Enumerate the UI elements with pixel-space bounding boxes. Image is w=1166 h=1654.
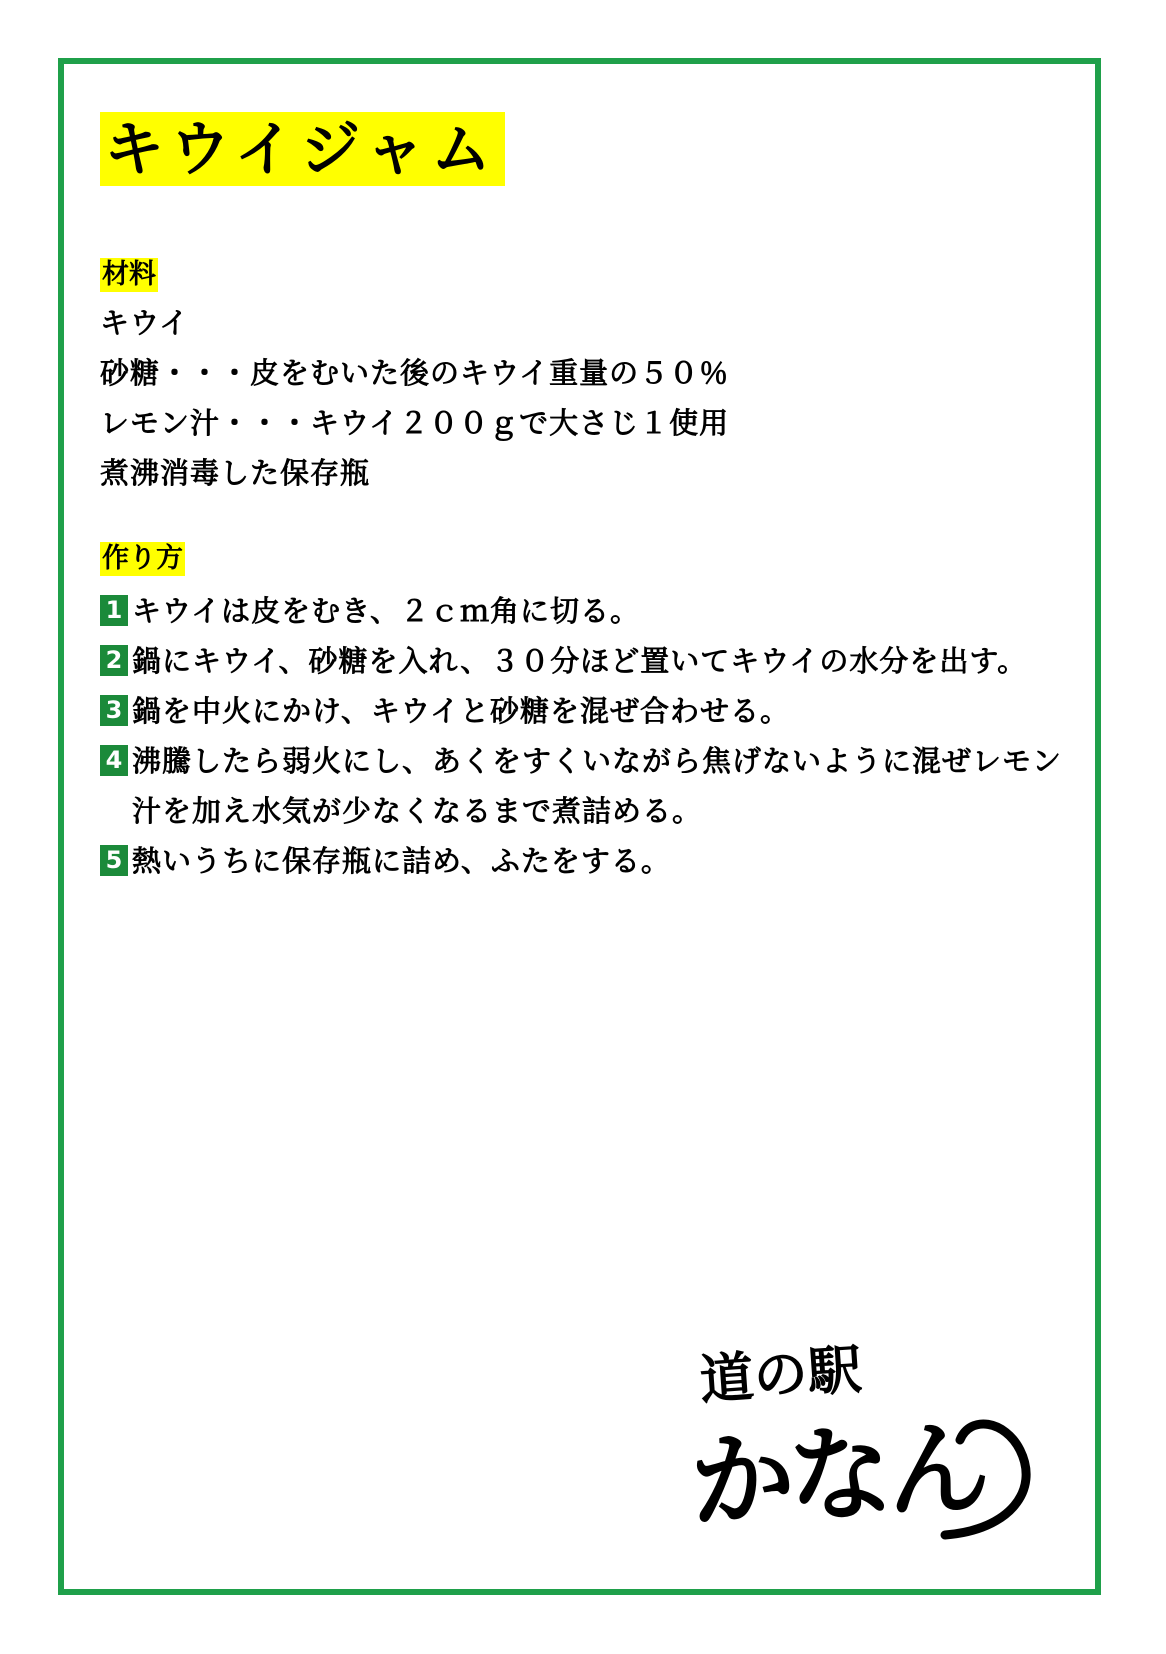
method-step <box>100 686 1080 736</box>
step-text: 沸騰したら弱火にし、あくをすくいながら焦げないように混ぜレモン汁を加え水気が少なくなるまで煮詰める。 <box>132 744 1063 828</box>
step-text: キウイは皮をむき、２ｃｍ角に切る。 <box>132 594 640 628</box>
method-steps <box>100 586 1080 886</box>
logo-line1: 道の駅 <box>697 1336 864 1412</box>
material-item: キウイ <box>100 306 190 340</box>
material-item: 煮沸消毒した保存瓶 <box>100 456 371 490</box>
materials-list <box>100 298 1080 498</box>
step-text: 鍋にキウイ、砂糖を入れ、３０分ほど置いてキウイの水分を出す。 <box>132 644 1028 678</box>
step-text: 鍋を中火にかけ、キウイと砂糖を混ぜ合わせる。 <box>132 694 790 728</box>
recipe-title: キウイジャム <box>100 112 505 186</box>
step-number-badge: 5 <box>100 845 128 876</box>
method-step <box>100 636 1080 686</box>
step-text: 熱いうちに保存瓶に詰め、ふたをする。 <box>132 844 671 878</box>
step-number-badge: 4 <box>100 745 128 776</box>
step-number-badge: 3 <box>100 695 128 726</box>
michi-no-eki-kanan-logo <box>687 1336 1060 1544</box>
step-number-badge: 2 <box>100 645 128 676</box>
materials-heading: 材料 <box>102 259 156 290</box>
method-step <box>100 586 1080 636</box>
logo-line2: かなん <box>687 1405 988 1544</box>
method-step <box>100 736 1080 836</box>
method-step <box>100 836 1080 886</box>
material-item: レモン汁・・・キウイ２００ｇで大さじ１使用 <box>100 406 730 440</box>
material-item: 砂糖・・・皮をむいた後のキウイ重量の５０％ <box>100 356 730 390</box>
step-number-badge: 1 <box>100 595 128 626</box>
recipe-content <box>100 112 1080 886</box>
method-heading: 作り方 <box>102 543 183 574</box>
